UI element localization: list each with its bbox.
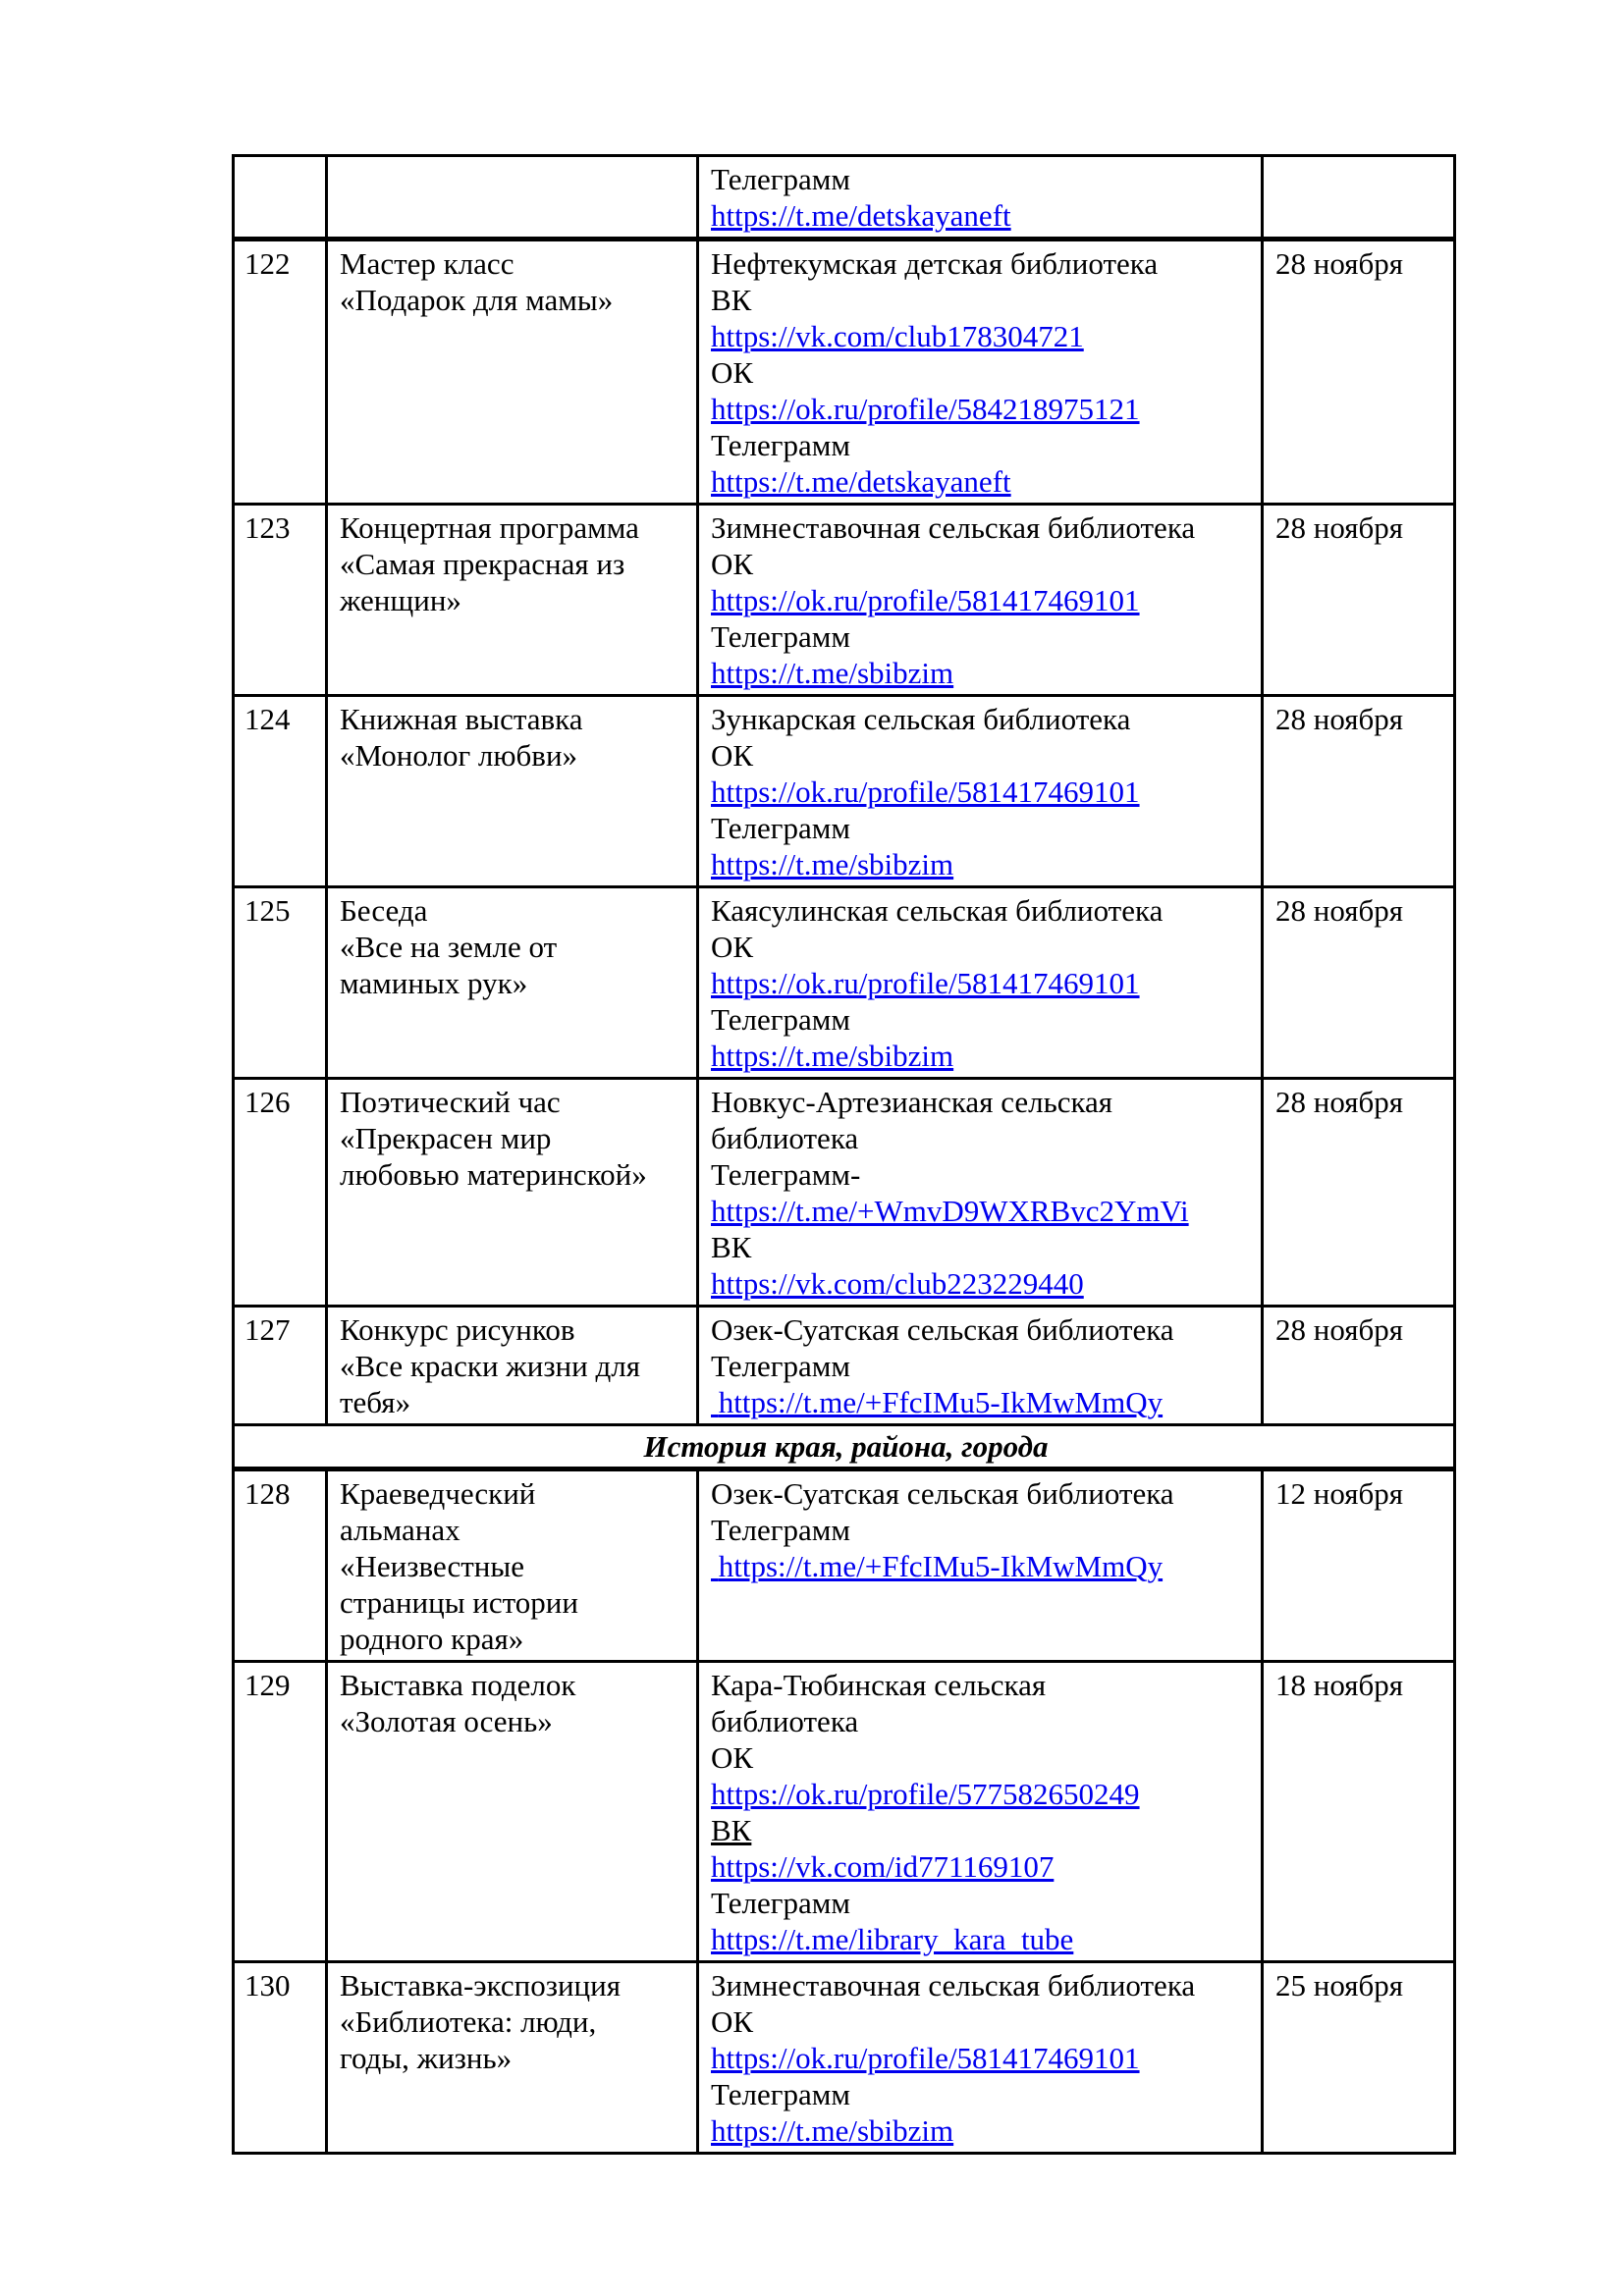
text-line: Кара-Тюбинская сельская	[711, 1668, 1047, 1702]
event-name-line: Книжная выставка	[340, 702, 583, 736]
event-name-line: Выставка-экспозиция	[340, 1968, 621, 2002]
event-name-line: Мастер класс	[340, 246, 514, 281]
text-line-wrap	[711, 509, 1253, 546]
event-name-line: «Монолог любви»	[340, 738, 578, 773]
table-row	[234, 240, 1455, 505]
link-line	[711, 655, 1253, 691]
text-line: Новкус-Артезианская сельская	[711, 1085, 1113, 1119]
table-row	[234, 156, 1455, 240]
date-cell: 28 ноября	[1263, 240, 1455, 505]
row-number-cell: 126	[234, 1079, 327, 1307]
text-line: ВК	[711, 283, 752, 317]
date-cell	[1263, 156, 1455, 240]
text-line-wrap	[711, 1001, 1253, 1038]
row-number-cell: 129	[234, 1662, 327, 1962]
text-line-wrap	[711, 546, 1253, 582]
row-number-cell: 127	[234, 1307, 327, 1425]
text-line: Телеграмм	[711, 428, 850, 462]
text-line: ОК	[711, 355, 754, 390]
text-line: Телеграмм	[711, 1349, 850, 1383]
text-line-wrap	[711, 1739, 1253, 1776]
social-link[interactable]: https://vk.com/club223229440	[711, 1266, 1084, 1301]
event-name-line: альманах	[340, 1513, 460, 1547]
event-name-cell	[327, 240, 698, 505]
social-link[interactable]: https://vk.com/id771169107	[711, 1849, 1055, 1884]
link-line	[711, 2112, 1253, 2149]
social-link[interactable]: https://t.me/detskayaneft	[711, 464, 1011, 499]
social-link[interactable]: https://ok.ru/profile/577582650249	[711, 1777, 1140, 1811]
text-line: Телеграмм	[711, 1513, 850, 1547]
text-line: Телеграмм	[711, 162, 850, 196]
link-line	[711, 1038, 1253, 1074]
event-name-line: Выставка поделок	[340, 1668, 576, 1702]
event-name-line: родного края»	[340, 1622, 524, 1656]
event-name-line: Концертная программа	[340, 510, 639, 545]
link-line	[711, 846, 1253, 882]
library-cell	[698, 505, 1263, 696]
link-line	[711, 1384, 1253, 1420]
link-line	[711, 1193, 1253, 1229]
event-name-cell	[327, 1079, 698, 1307]
social-link[interactable]: https://ok.ru/profile/584218975121	[711, 392, 1140, 426]
text-line: ОК	[711, 2004, 754, 2039]
event-name-line: «Все на земле от	[340, 930, 558, 964]
social-link[interactable]: https://ok.ru/profile/581417469101	[711, 966, 1140, 1000]
date-cell: 28 ноября	[1263, 887, 1455, 1079]
link-line	[711, 1776, 1253, 1812]
text-line: библиотека	[711, 1121, 859, 1155]
text-line-wrap	[711, 1812, 1253, 1848]
social-link[interactable]: https://vk.com/club178304721	[711, 319, 1084, 353]
text-line: ОК	[711, 930, 754, 964]
event-name-line: тебя»	[340, 1385, 411, 1419]
table-row	[234, 1962, 1455, 2154]
date-cell: 28 ноября	[1263, 1079, 1455, 1307]
table-row	[234, 1079, 1455, 1307]
event-name-cell	[327, 156, 698, 240]
social-link[interactable]: https://t.me/sbibzim	[711, 656, 954, 690]
text-line-wrap	[711, 1475, 1253, 1512]
text-line-wrap	[711, 701, 1253, 737]
text-line: Телеграмм	[711, 1002, 850, 1037]
library-cell	[698, 156, 1263, 240]
event-name-line: «Неизвестные	[340, 1549, 524, 1583]
text-line-wrap	[711, 1667, 1253, 1703]
text-line: Телеграмм-	[711, 1157, 861, 1192]
event-name-cell	[327, 696, 698, 887]
social-link[interactable]: https://t.me/+FfcIMu5-IkMwMmQy	[711, 1549, 1164, 1583]
text-line: Нефтекумская детская библиотека	[711, 246, 1159, 281]
text-line: Зимнеставочная сельская библиотека	[711, 510, 1196, 545]
row-number-cell: 130	[234, 1962, 327, 2154]
link-line	[711, 463, 1253, 500]
text-line: Телеграмм	[711, 1886, 850, 1920]
text-line-wrap	[711, 1311, 1253, 1348]
library-cell	[698, 1962, 1263, 2154]
link-line	[711, 965, 1253, 1001]
event-name-line: «Самая прекрасная из	[340, 547, 625, 581]
text-line: ВК	[711, 1230, 752, 1264]
row-number-cell: 124	[234, 696, 327, 887]
social-link[interactable]: https://t.me/library_kara_tube	[711, 1922, 1074, 1956]
text-line: ОК	[711, 1740, 754, 1775]
text-line-wrap	[711, 2076, 1253, 2112]
event-name-cell	[327, 1962, 698, 2154]
link-line	[711, 582, 1253, 618]
event-name-line: женщин»	[340, 583, 461, 617]
library-cell	[698, 1079, 1263, 1307]
event-name-line: «Библиотека: люди,	[340, 2004, 597, 2039]
social-link[interactable]: https://t.me/sbibzim	[711, 1039, 954, 1073]
text-line-wrap	[711, 929, 1253, 965]
library-cell	[698, 1469, 1263, 1662]
row-number-cell	[234, 156, 327, 240]
date-cell: 25 ноября	[1263, 1962, 1455, 2154]
underlined-text: ВК	[711, 1813, 752, 1847]
text-line: Телеграмм	[711, 619, 850, 654]
social-link[interactable]: https://t.me/sbibzim	[711, 847, 954, 881]
event-name-cell	[327, 1469, 698, 1662]
text-line: ОК	[711, 547, 754, 581]
event-name-line: годы, жизнь»	[340, 2041, 513, 2075]
event-name-line: Конкурс рисунков	[340, 1312, 575, 1347]
link-line	[711, 774, 1253, 810]
social-link[interactable]: https://ok.ru/profile/581417469101	[711, 774, 1140, 809]
link-line	[711, 2040, 1253, 2076]
link-line	[711, 1548, 1253, 1584]
text-line: библиотека	[711, 1704, 859, 1738]
event-name-line: «Прекрасен мир	[340, 1121, 552, 1155]
table-row	[234, 696, 1455, 887]
library-cell	[698, 240, 1263, 505]
event-name-cell	[327, 1307, 698, 1425]
event-name-cell	[327, 887, 698, 1079]
text-line: Телеграмм	[711, 2077, 850, 2111]
text-line-wrap	[711, 1229, 1253, 1265]
event-name-line: маминых рук»	[340, 966, 528, 1000]
row-number-cell: 122	[234, 240, 327, 505]
table-row	[234, 1307, 1455, 1425]
event-name-cell	[327, 1662, 698, 1962]
text-line-wrap	[711, 1967, 1253, 2003]
event-name-line: «Все краски жизни для	[340, 1349, 640, 1383]
table-row	[234, 887, 1455, 1079]
table-row	[234, 1662, 1455, 1962]
event-name-cell	[327, 505, 698, 696]
library-cell	[698, 887, 1263, 1079]
text-line: ОК	[711, 738, 754, 773]
link-line	[711, 391, 1253, 427]
text-line-wrap	[711, 245, 1253, 282]
text-line-wrap	[711, 1084, 1253, 1120]
social-link[interactable]: https://t.me/+FfcIMu5-IkMwMmQy	[711, 1385, 1164, 1419]
text-line-wrap	[711, 1156, 1253, 1193]
date-cell: 28 ноября	[1263, 1307, 1455, 1425]
link-line	[711, 197, 1253, 234]
table-row	[234, 505, 1455, 696]
event-name-line: любовью материнской»	[340, 1157, 647, 1192]
social-link[interactable]: https://t.me/detskayaneft	[711, 198, 1011, 233]
social-link[interactable]: https://ok.ru/profile/581417469101	[711, 2041, 1140, 2075]
link-line	[711, 318, 1253, 354]
text-line-wrap	[711, 354, 1253, 391]
text-line-wrap	[711, 810, 1253, 846]
text-line: Каясулинская сельская библиотека	[711, 893, 1164, 928]
text-line-wrap	[711, 161, 1253, 197]
table-row	[234, 1469, 1455, 1662]
date-cell: 12 ноября	[1263, 1469, 1455, 1662]
social-link[interactable]: https://t.me/sbibzim	[711, 2113, 954, 2148]
text-line-wrap	[711, 618, 1253, 655]
text-line-wrap	[711, 282, 1253, 318]
link-line	[711, 1265, 1253, 1302]
link-line	[711, 1921, 1253, 1957]
event-name-line: Беседа	[340, 893, 428, 928]
text-line-wrap	[711, 1885, 1253, 1921]
text-line-wrap	[711, 1348, 1253, 1384]
library-cell	[698, 1662, 1263, 1962]
date-cell: 28 ноября	[1263, 696, 1455, 887]
text-line: Зункарская сельская библиотека	[711, 702, 1131, 736]
text-line-wrap	[711, 737, 1253, 774]
text-line-wrap	[711, 1703, 1253, 1739]
event-name-line: «Подарок для мамы»	[340, 283, 614, 317]
social-link[interactable]: https://ok.ru/profile/581417469101	[711, 583, 1140, 617]
row-number-cell: 128	[234, 1469, 327, 1662]
text-line-wrap	[711, 892, 1253, 929]
date-cell: 28 ноября	[1263, 505, 1455, 696]
text-line: Озек-Суатская сельская библиотека	[711, 1312, 1174, 1347]
event-name-line: Краеведческий	[340, 1476, 536, 1511]
date-cell: 18 ноября	[1263, 1662, 1455, 1962]
table-body	[234, 156, 1455, 2154]
library-cell	[698, 1307, 1263, 1425]
event-name-line: страницы истории	[340, 1585, 578, 1620]
library-cell	[698, 696, 1263, 887]
link-line	[711, 1848, 1253, 1885]
event-name-line: «Золотая осень»	[340, 1704, 553, 1738]
text-line: Зимнеставочная сельская библиотека	[711, 1968, 1196, 2002]
row-number-cell: 123	[234, 505, 327, 696]
text-line-wrap	[711, 1120, 1253, 1156]
text-line-wrap	[711, 427, 1253, 463]
text-line-wrap	[711, 1512, 1253, 1548]
row-number-cell: 125	[234, 887, 327, 1079]
section-row	[234, 1425, 1455, 1469]
social-link[interactable]: https://t.me/+WmvD9WXRBvc2YmVi	[711, 1194, 1189, 1228]
text-line-wrap	[711, 2003, 1253, 2040]
text-line: Телеграмм	[711, 811, 850, 845]
text-line: Озек-Суатская сельская библиотека	[711, 1476, 1174, 1511]
section-header: История края, района, города	[234, 1425, 1455, 1469]
events-table	[232, 154, 1456, 2155]
event-name-line: Поэтический час	[340, 1085, 561, 1119]
